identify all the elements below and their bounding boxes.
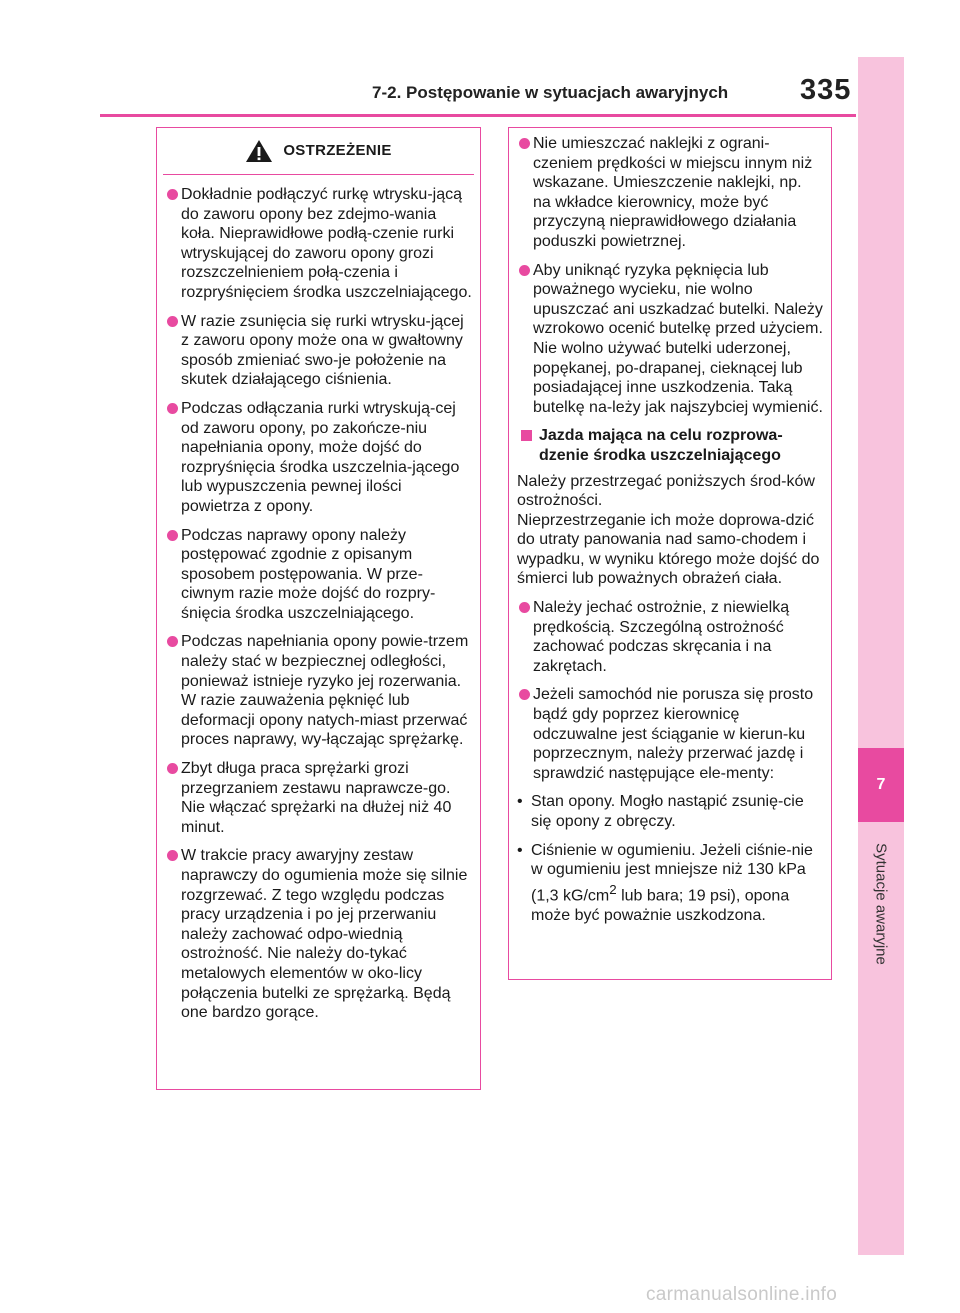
warning-item: Podczas naprawy opony należy postępować zgodnie z opisanym sposobem postępowania. W prze-ciwnym razie może dojść do rozpry-śnięcia środka uszczelniającego.	[165, 526, 472, 624]
check-item: • Stan opony. Mogło nastąpić zsunię-cie się opony z obręczy.	[517, 793, 804, 830]
warning-item: Podczas odłączania rurki wtryskują-cej od zaworu opony, po zakończe-niu napełniania opony, może dojść do rozpryśnięcia środka uszczelnia-jącego lub wypuszczenia pewnej ilości powietrza z opony.	[165, 399, 472, 517]
warning-item: Podczas napełniania opony powie-trzem należy stać w bezpiecznej odległości, ponieważ istnieje ryzyko jej rozerwania. W razie zauważenia pęknięć lub deformacji opony natych-miast przerwać proces naprawy, wy-łączając sprężarkę.	[165, 632, 472, 750]
chapter-side-tab	[858, 57, 904, 1255]
section-title: 7-2. Postępowanie w sytuacjach awaryjnych	[372, 83, 729, 102]
bullet-dot-icon	[519, 689, 530, 700]
warning-item: Jeżeli samochód nie porusza się prosto bądź gdy poprzez kierownicę odczuwalne jest ściąganie w kierun-ku poprzecznym, należy przerwać jazdę i sprawdzić następujące ele-menty:	[517, 685, 823, 783]
warning-heading: OSTRZEŻENIE	[283, 142, 392, 160]
header-divider	[100, 114, 856, 117]
warning-item: W razie zsunięcia się rurki wtrysku-jącej z zaworu opony może ona w gwałtowny sposób zmieniać swo-je położenie na skutek działającego ciśnienia.	[165, 312, 472, 390]
bullet-dot-icon	[167, 316, 178, 327]
bullet-dot-icon	[519, 138, 530, 149]
warning-continuation-box	[508, 127, 832, 980]
warning-box	[156, 127, 481, 1090]
subsection-heading: Jazda mająca na celu rozprowa-dzenie środka uszczelniającego	[517, 426, 823, 465]
footer-watermark: carmanualsonline.info	[646, 1284, 838, 1305]
bullet-dot-icon	[167, 763, 178, 774]
check-item: • Ciśnienie w ogumieniu. Jeżeli ciśnie-nie w ogumieniu jest mniejsze niż 130 kPa (1,3 $kG/cm^2$ lub bara; 19 psi), opona może być poważnie uszkodzona.	[517, 841, 813, 924]
chapter-number-tab[interactable]: 7	[858, 748, 904, 822]
warning-item: Dokładnie podłączyć rurkę wtrysku-jącą do zaworu opony bez zdejmo-wania koła. Nieprawidłowe podłą-czenie rurki wtryskującej do zaworu opony grozi rozszczelnieniem połą-czenia i rozpryśnięciem środka uszczelniającego.	[165, 185, 472, 303]
bullet-dot-icon	[519, 602, 530, 613]
warning-item: Nie umieszczać naklejki z ograni-czeniem prędkości w miejscu innym niż wskazane. Umieszczenie naklejki, np. na wkładce kierownicy, może być przyczyną nieprawidłowego działania poduszki powietrznej.	[517, 134, 823, 252]
bullet-dot-icon	[167, 636, 178, 647]
warning-item: Zbyt długa praca sprężarki grozi przegrzaniem zestawu naprawcze-go. Nie włączać sprężarki na dłużej niż 40 minut.	[165, 759, 472, 837]
chapter-label: Sytuacje awaryjne	[872, 843, 890, 965]
warning-triangle-icon	[245, 139, 273, 163]
bullet-dot-icon	[167, 530, 178, 541]
warning-item: Aby uniknąć ryzyka pęknięcia lub poważnego wycieku, nie wolno upuszczać ani uszkadzać butelki. Należy wzrokowo ocenić butelkę przed użyciem. Nie wolno używać butelki uderzonej, popękanej, po-drapanej, cieknącej lub posiadającej inne uszkodzenia. Taką butelkę na-leży jak najszybciej wymienić.	[517, 261, 823, 418]
paragraph: Należy przestrzegać poniższych środ-ków ostrożności. Nieprzestrzeganie ich może doprowa-dzić do utraty panowania nad samo-chodem i wypadku, w wyniku którego może dojść do śmierci lub poważnych obrażeń ciała.	[517, 472, 820, 588]
bullet-dot-icon	[167, 403, 178, 414]
bullet-dot-icon	[167, 189, 178, 200]
warning-header	[157, 128, 480, 174]
bullet-dot-icon	[519, 265, 530, 276]
square-bullet-icon	[521, 430, 532, 441]
bullet-dot-icon	[167, 850, 178, 861]
warning-item: Należy jechać ostrożnie, z niewielką prędkością. Szczególną ostrożność zachować podczas skręcania i na zakrętach.	[517, 598, 823, 676]
page-number: 335	[800, 74, 852, 106]
warning-item: W trakcie pracy awaryjny zestaw naprawczy do ogumienia może się silnie rozgrzewać. Z tego względu podczas pracy urządzenia i po jej przerwaniu należy zachować odpo-wiednią ostrożność. Nie należy do-tykać metalowych elementów w oko-licy połączenia butelki ze sprężarką. Będą one bardzo gorące.	[165, 846, 472, 1022]
